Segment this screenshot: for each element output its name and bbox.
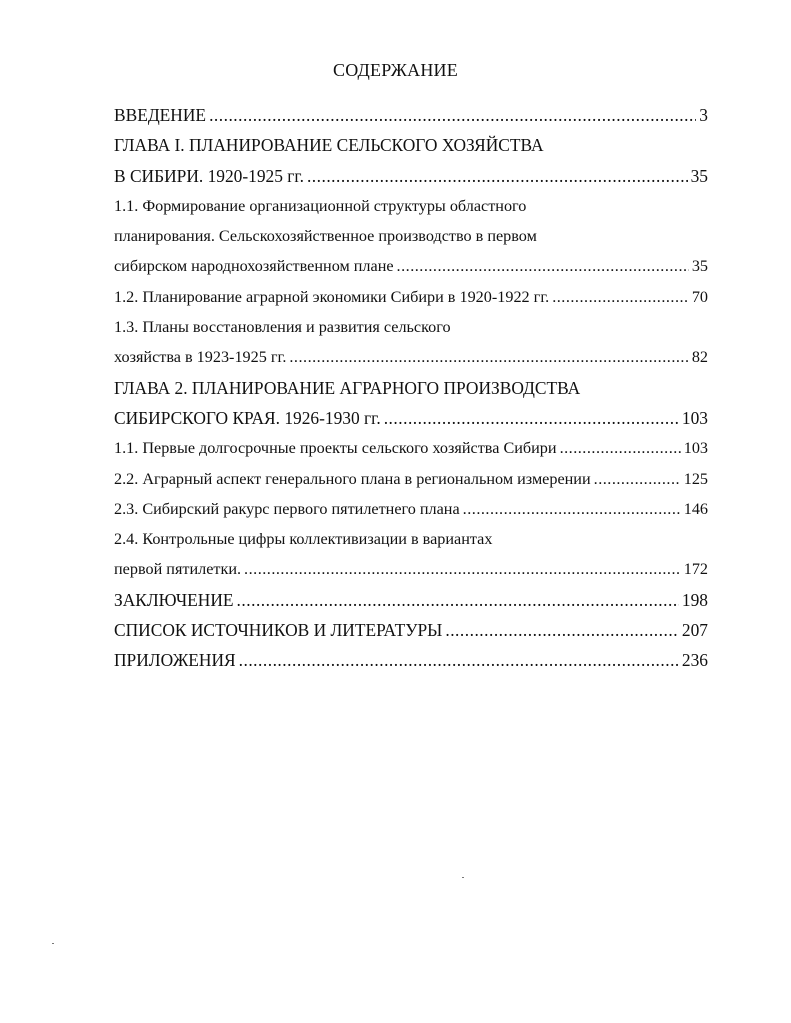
dot-leader (244, 554, 681, 584)
dot-leader (307, 161, 688, 191)
toc-entry-text: 1.1. Формирование организационной структуры областного (114, 196, 527, 215)
toc-entry-text: ПРИЛОЖЕНИЯ (114, 650, 236, 671)
toc-entry-text: ВВЕДЕНИЕ (114, 105, 207, 125)
toc-entry-text: 1.3. Планы восстановления и развития сельского (114, 318, 451, 337)
toc-entry-text: 2.3. Сибирский ракурс первого пятилетнего плана (114, 499, 460, 518)
toc-line (114, 282, 708, 312)
toc-entry-text: В СИБИРИ. 1920-1925 гг. (114, 165, 304, 186)
toc-page-number: 103 (683, 439, 708, 458)
toc-line (114, 433, 708, 463)
toc-entry-text: СПИСОК ИСТОЧНИКОВ И ЛИТЕРАТУРЫ (114, 620, 443, 641)
toc-line (114, 191, 708, 221)
toc-line (114, 251, 708, 281)
dot-leader (445, 615, 679, 645)
toc-page-number: 172 (683, 560, 708, 579)
toc-page-number: 207 (681, 620, 708, 641)
scan-speck (462, 877, 464, 878)
page-title: СОДЕРЖАНИЕ (333, 60, 458, 80)
toc-page-number: 3 (699, 105, 708, 125)
dot-leader (397, 251, 689, 281)
toc-entry-text: ГЛАВА 2. ПЛАНИРОВАНИЕ АГРАРНОГО ПРОИЗВОДСТВА (114, 377, 581, 398)
toc-entry-text: СИБИРСКОГО КРАЯ. 1926-1930 гг. (114, 407, 381, 428)
toc-line (114, 130, 708, 160)
toc-line (114, 403, 708, 433)
toc-page-number: 35 (690, 165, 708, 186)
dot-leader (552, 282, 689, 312)
toc-entry-text: хозяйства в 1923-1925 гг. (114, 348, 287, 367)
toc-line (114, 373, 708, 403)
toc-line (114, 342, 708, 372)
toc-page-number: 70 (691, 287, 708, 306)
dot-leader (237, 585, 679, 615)
toc-entry-text: ГЛАВА I. ПЛАНИРОВАНИЕ СЕЛЬСКОГО ХОЗЯЙСТВА (114, 135, 544, 156)
toc-page-number: 125 (683, 469, 708, 488)
toc-line (114, 524, 708, 554)
dot-leader (384, 403, 679, 433)
toc-line (114, 645, 708, 675)
toc-page-number: 236 (681, 650, 708, 671)
toc-entry-text: планирования. Сельскохозяйственное производство в первом (114, 227, 537, 246)
toc-line (114, 585, 708, 615)
toc-line (114, 221, 708, 251)
toc-page-number: 198 (681, 589, 708, 610)
dot-leader (594, 464, 681, 494)
toc-page-number: 146 (683, 499, 708, 518)
toc-entry-text: сибирском народнохозяйственном плане (114, 257, 394, 276)
toc-line (114, 312, 708, 342)
toc-line (114, 161, 708, 191)
dot-leader (463, 494, 681, 524)
toc-page-number: 103 (681, 407, 708, 428)
toc-entry-text: 1.2. Планирование аграрной экономики Сибири в 1920-1922 гг. (114, 287, 550, 306)
toc-entry-text: 2.4. Контрольные цифры коллективизации в вариантах (114, 530, 493, 549)
dot-leader (560, 433, 681, 463)
toc-page-number: 35 (691, 257, 708, 276)
table-of-contents (114, 100, 708, 676)
toc-entry-text: первой пятилетки. (114, 560, 242, 579)
toc-line (114, 615, 708, 645)
dot-leader (239, 645, 679, 675)
toc-entry-text: ЗАКЛЮЧЕНИЕ (114, 589, 234, 610)
toc-line (114, 100, 708, 130)
toc-entry-text: 2.2. Аграрный аспект генерального плана в региональном измерении (114, 469, 591, 488)
toc-line (114, 554, 708, 584)
toc-page-number: 82 (691, 348, 708, 367)
dot-leader (209, 100, 696, 130)
toc-line (114, 494, 708, 524)
toc-entry-text: 1.1. Первые долгосрочные проекты сельского хозяйства Сибири (114, 439, 557, 458)
scan-speck (52, 943, 54, 944)
toc-line (114, 464, 708, 494)
dot-leader (289, 342, 688, 372)
